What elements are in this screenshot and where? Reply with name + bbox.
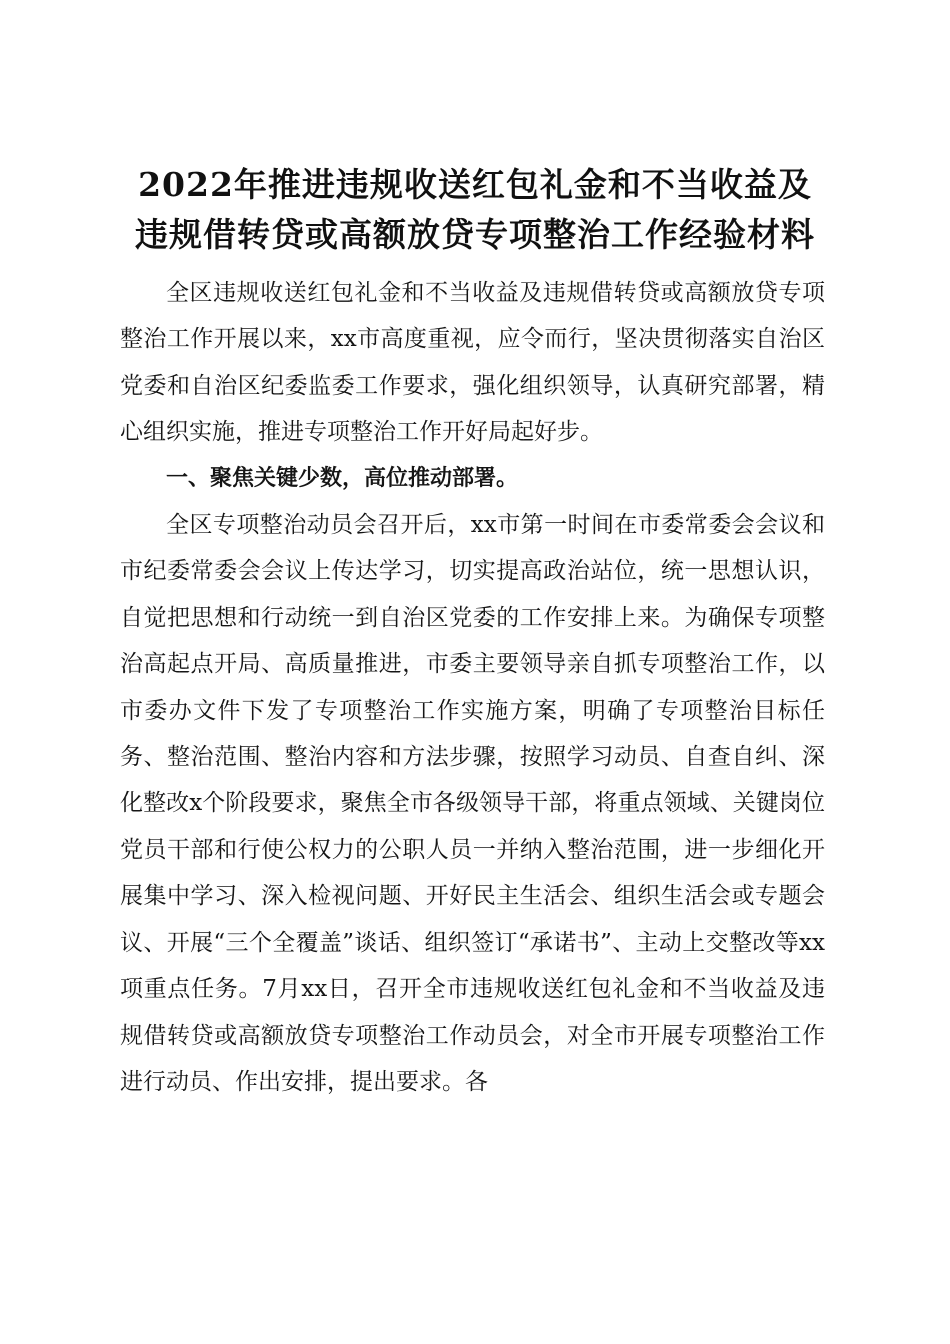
intro-paragraph: 全区违规收送红包礼金和不当收益及违规借转贷或高额放贷专项整治工作开展以来，xx市高度重视，应令而行，坚决贯彻落实自治区党委和自治区纪委监委工作要求，强化组织领导，认真研究部署，精心组织实施，推进专项整治工作开好局起好步。 [120, 280, 825, 446]
section-1-paragraph: 全区专项整治动员会召开后，xx市第一时间在市委常委会会议和市纪委常委会会议上传达学习，切实提高政治站位，统一思想认识，自觉把思想和行动统一到自治区党委的工作安排上来。为确保专项整治高起点开局、高质量推进，市委主要领导亲自抓专项整治工作，以市委办文件下发了专项整治工作实施方案，明确了专项整治目标任务、整治范围、整治内容和方法步骤，按照学习动员、自查自纠、深化整改x个阶段要求，聚焦全市各级领导干部，将重点领域、关键岗位党员干部和行使公权力的公职人员一并纳入整治范围，进一步细化开展集中学习、深入检视问题、开好民主生活会、组织生活会或专题会议、开展“三个全覆盖”谈话、组织签订“承诺书”、主动上交整改等xx项重点任务。7月xx日，召开全市违规收送红包礼金和不当收益及违规借转贷或高额放贷专项整治工作动员会，对全市开展专项整治工作进行动员、作出安排，提出要求。各 [120, 512, 825, 1095]
title-line-2: 违规借转贷或高额放贷专项整治工作经验材料 [135, 215, 815, 255]
document-body [120, 270, 825, 1105]
document-title [80, 160, 870, 260]
section-heading-1: 一、聚焦关键少数，高位推动部署。 [166, 465, 519, 491]
title-line-1: 2022年推进违规收送红包礼金和不当收益及 [138, 165, 812, 205]
